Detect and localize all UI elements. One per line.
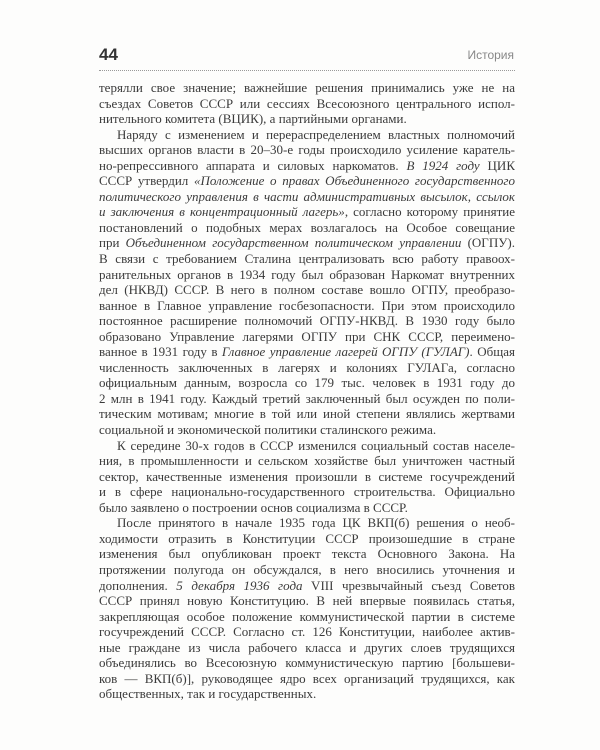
text-segment: ков — ВКП(б)], руководящее ядро всех организаций трудящихся, как bbox=[99, 670, 515, 686]
text-line bbox=[99, 80, 515, 96]
text-segment: объединялись во Всесоюзную коммунистическую партию [большеви- bbox=[99, 655, 515, 671]
text-line bbox=[99, 329, 515, 345]
text-line bbox=[99, 655, 515, 671]
italic-text: политического управления в части административных высылок, ссылок bbox=[99, 188, 515, 204]
paragraph bbox=[99, 438, 515, 516]
text-line bbox=[99, 686, 515, 702]
text-line bbox=[99, 562, 515, 578]
paragraph bbox=[99, 515, 515, 702]
text-segment: ные граждане из числа рабочего класса и других слоев трудящихся bbox=[99, 639, 515, 655]
text-line bbox=[99, 531, 515, 547]
text-line bbox=[99, 406, 515, 422]
text-line bbox=[99, 546, 515, 562]
text-segment: ванное в Главное управление госбезопасности. При этом происходило bbox=[99, 297, 515, 313]
text-line bbox=[99, 453, 515, 469]
text-line bbox=[99, 158, 515, 174]
header-divider bbox=[99, 70, 515, 71]
text-segment: при bbox=[99, 235, 126, 251]
text-segment: В связи с требованием Сталина централизовать всю работу правоох- bbox=[99, 251, 515, 267]
text-segment: После принятого в начале 1935 года ЦК ВКП(б) решения о необ- bbox=[117, 515, 515, 531]
text-line bbox=[99, 344, 515, 360]
text-segment: . Общая bbox=[469, 344, 515, 360]
text-segment: нительного комитета (ВЦИК), а партийными органами. bbox=[99, 111, 407, 127]
italic-text: Главное управление лагерей ОГПУ (ГУЛАГ) bbox=[221, 344, 470, 360]
text-segment: численность заключенных в лагерях и колониях ГУЛАГа, согласно bbox=[99, 359, 515, 375]
italic-text: «Положение о правах Объединенного государственного bbox=[193, 173, 515, 189]
text-line bbox=[99, 220, 515, 236]
text-segment: было заявлено о построении основ социализма в СССР. bbox=[99, 499, 408, 515]
text-line bbox=[99, 204, 515, 220]
italic-text: Объединенном государственном политическом управлении bbox=[125, 235, 462, 251]
text-line bbox=[99, 189, 515, 205]
text-segment: СССР утвердил bbox=[99, 173, 194, 189]
text-line bbox=[99, 360, 515, 376]
text-line bbox=[99, 173, 515, 189]
text-line bbox=[99, 96, 515, 112]
text-line bbox=[99, 235, 515, 251]
text-segment: постановлений о подобных мерах возлагалось на Особое совещание bbox=[99, 219, 515, 235]
text-line bbox=[99, 500, 515, 516]
text-line bbox=[99, 593, 515, 609]
text-line bbox=[99, 671, 515, 687]
text-segment: дополнения. bbox=[99, 577, 177, 593]
text-segment: ЦИК bbox=[479, 157, 515, 173]
text-line bbox=[99, 142, 515, 158]
text-line bbox=[99, 127, 515, 143]
text-segment: и в сфере национально-государственного строительства. Официально bbox=[99, 484, 515, 500]
text-segment: , согласно которому принятие bbox=[344, 204, 515, 220]
paragraph bbox=[99, 80, 515, 127]
text-segment: К середине 30-х годов в СССР изменился социальный состав населе- bbox=[117, 437, 515, 453]
text-line bbox=[99, 298, 515, 314]
text-segment: ванное в 1931 году в bbox=[99, 344, 222, 360]
text-line bbox=[99, 111, 515, 127]
text-segment: VIII чрезвычайный съезд Советов bbox=[302, 577, 515, 593]
text-segment: ходимости отразить в Конституции СССР произошедшие в стране bbox=[99, 530, 515, 546]
text-segment: съездах Советов СССР или сессиях Всесоюзного центрального испол- bbox=[99, 95, 515, 111]
text-segment: госучреждений СССР. Согласно ст. 126 Конституции, наиболее актив- bbox=[99, 624, 515, 640]
text-segment: ранительных органов в 1934 году был образован Наркомат внутренних bbox=[99, 266, 515, 282]
text-line bbox=[99, 391, 515, 407]
text-segment: терялли свое значение; важнейшие решения принимались уже не на bbox=[99, 80, 515, 95]
italic-text: и заключения в концентрационный лагерь» bbox=[99, 204, 345, 220]
text-segment: тическим мотивам; многие в той или иной степени являлись жертвами bbox=[99, 406, 515, 422]
text-segment: протяжении полугода он обсуждался, в него вносились уточнения и bbox=[99, 561, 515, 577]
italic-text: В 1924 году bbox=[406, 157, 480, 173]
text-segment: 2 млн в 1941 году. Каждый третий заключенный был осужден по поли- bbox=[99, 390, 515, 406]
text-segment: сектор, качественные изменения произошли в системе госучреждений bbox=[99, 468, 515, 484]
text-segment: ния, в промышленности и сельском хозяйстве был уничтожен частный bbox=[99, 453, 515, 469]
text-segment: (ОГПУ). bbox=[461, 235, 515, 251]
text-segment: СССР принял новую Конституцию. В ней впервые появилась статья, bbox=[99, 593, 515, 609]
text-line bbox=[99, 438, 515, 454]
paragraph bbox=[99, 127, 515, 438]
text-segment: социальной и экономической политики сталинского режима. bbox=[99, 422, 437, 438]
text-line bbox=[99, 375, 515, 391]
italic-text: 5 декабря 1936 года bbox=[176, 577, 303, 593]
text-segment: высших органов власти в 20–30-е годы происходило усиление каратель- bbox=[99, 142, 515, 158]
text-line bbox=[99, 578, 515, 594]
text-line bbox=[99, 609, 515, 625]
text-segment: изменения был опубликован проект текста Основного Закона. На bbox=[99, 546, 515, 562]
text-segment: постоянное расширение полномочий ОГПУ-НКВД. В 1930 году было bbox=[99, 313, 515, 329]
text-line bbox=[99, 251, 515, 267]
text-line bbox=[99, 469, 515, 485]
text-segment: закрепляющая особое положение коммунистической партии в системе bbox=[99, 608, 515, 624]
text-line bbox=[99, 624, 515, 640]
running-header-title: История bbox=[467, 48, 514, 62]
text-segment: Наряду с изменением и перераспределением властных полномочий bbox=[117, 126, 515, 142]
text-line bbox=[99, 267, 515, 283]
text-line bbox=[99, 313, 515, 329]
text-segment: образовано Управление лагерями ОГПУ при СНК СССР, переименo- bbox=[99, 328, 515, 344]
text-line bbox=[99, 640, 515, 656]
text-segment: общественных, так и государственных. bbox=[99, 686, 317, 702]
text-segment: дел (НКВД) СССР. В него в полном составе вошло ОГПУ, преобразо- bbox=[99, 282, 515, 298]
text-line bbox=[99, 484, 515, 500]
body-text bbox=[99, 80, 515, 702]
text-line bbox=[99, 515, 515, 531]
text-line bbox=[99, 282, 515, 298]
text-segment: но-репрессивного аппарата и силовых наркоматов. bbox=[99, 157, 407, 173]
text-line bbox=[99, 422, 515, 438]
page-number: 44 bbox=[99, 45, 118, 64]
text-segment: официальным данным, возросла со 179 тыс. человек в 1931 году до bbox=[99, 375, 515, 391]
